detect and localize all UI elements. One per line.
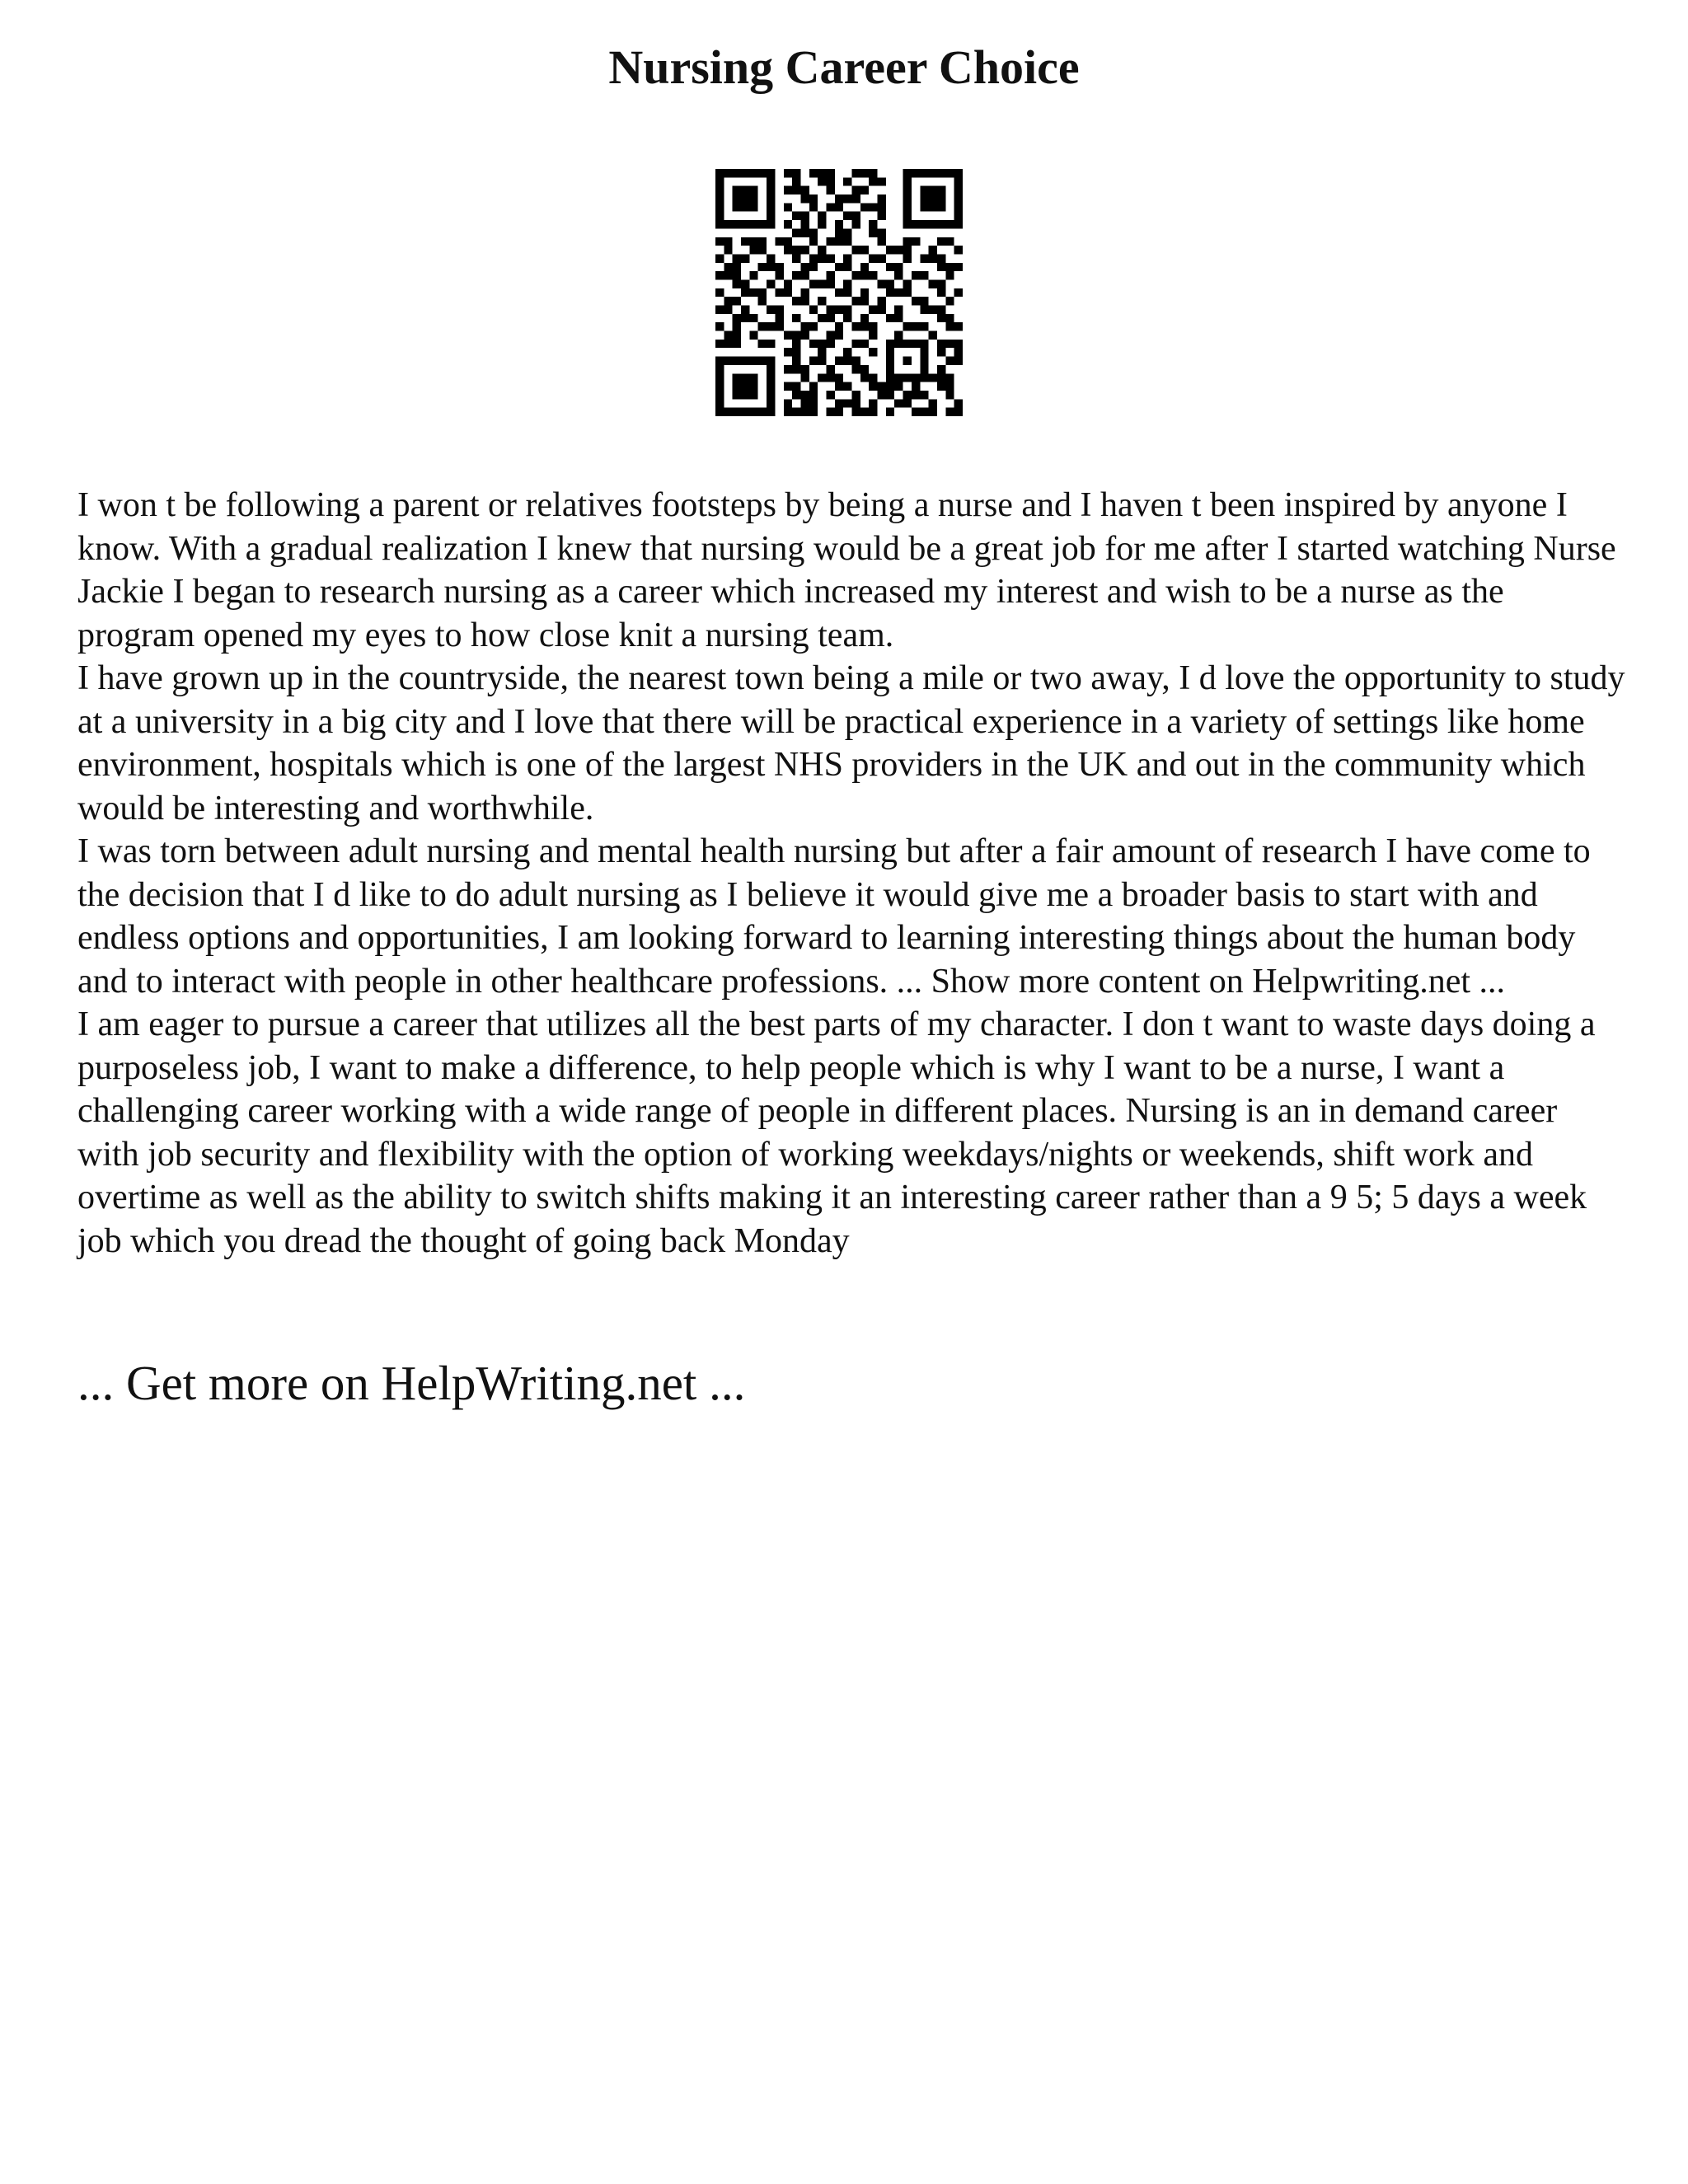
paragraph: I won t be following a parent or relatives footsteps by being a nurse and I haven t been inspired by anyone I know. With a gradual realization I knew that nursing would be a great job for me after I started watching Nurse Jackie I began to research nursing as a career which increased my interest and wish to be a nurse as the program opened my eyes to how close knit a nursing team. xyxy=(77,486,1616,654)
paragraph: I am eager to pursue a career that utilizes all the best parts of my character. I don t want to waste days doing a purposeless job, I want to make a difference, to help people which is why I want to be a nurse, I want a challenging career working with a wide range of people in different places. Nursing is an in demand career with job security and flexibility with the option of working weekdays/nights or weekends, shift work and overtime as well as the ability to switch shifts making it an interesting career rather than a 9 5; 5 days a week job which you dread the thought of going back Monday xyxy=(77,1005,1596,1260)
paragraph: I was torn between adult nursing and mental health nursing but after a fair amount of research I have come to the decision that I d like to do adult nursing as I believe it would give me a broader basis to start with and endless options and opportunities, I am looking forward to learning interesting things about the human body and to interact with people in other healthcare professions. ... Show more content on Helpwriting.net ... xyxy=(77,832,1591,1001)
get-more-link[interactable]: ... Get more on HelpWriting.net ... xyxy=(77,1356,746,1410)
page-title: Nursing Career Choice xyxy=(608,40,1080,94)
qr-code xyxy=(715,169,963,416)
body-text xyxy=(77,484,1627,1263)
paragraph: I have grown up in the countryside, the nearest town being a mile or two away, I d love the opportunity to study at a university in a big city and I love that there will be practical experience in a variety of settings like home environment, hospitals which is one of the largest NHS providers in the UK and out in the community which would be interesting and worthwhile. xyxy=(77,659,1625,827)
